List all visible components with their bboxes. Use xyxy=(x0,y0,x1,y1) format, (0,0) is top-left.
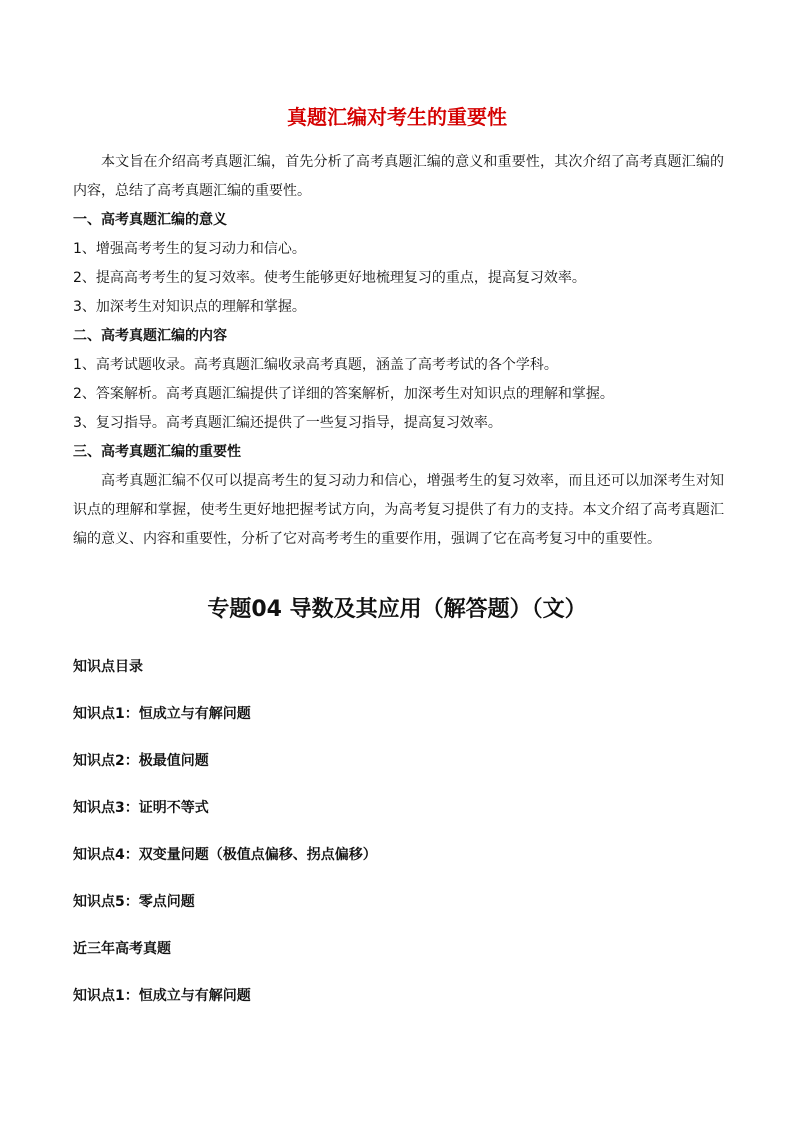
intro-title: 真题汇编对考生的重要性 xyxy=(287,105,507,129)
toc-item: 知识点5：零点问题 xyxy=(73,894,195,910)
toc-item: 知识点2：极最值问题 xyxy=(73,753,209,769)
section1-item: 3、加深考生对知识点的理解和掌握。 xyxy=(73,299,306,315)
section2-item: 1、高考试题收录。高考真题汇编收录高考真题，涵盖了高考考试的各个学科。 xyxy=(73,357,558,373)
intro-summary: 本文旨在介绍高考真题汇编，首先分析了高考真题汇编的意义和重要性，其次介绍了高考真题汇编的内容，总结了高考真题汇编的重要性。 xyxy=(73,154,724,199)
section3-paragraph: 高考真题汇编不仅可以提高考生的复习动力和信心，增强考生的复习效率，而且还可以加深考生对知识点的理解和掌握，使考生更好地把握考试方向，为高考复习提供了有力的支持。本文介绍了高考真题汇编的意义、内容和重要性，分析了它对高考考生的重要作用，强调了它在高考复习中的重要性。 xyxy=(73,473,724,547)
toc-item: 知识点目录 xyxy=(73,659,143,675)
intro-body xyxy=(73,148,724,554)
section2-item: 3、复习指导。高考真题汇编还提供了一些复习指导，提高复习效率。 xyxy=(73,415,502,431)
toc-item: 近三年高考真题 xyxy=(73,941,171,957)
toc-item: 知识点1：恒成立与有解问题 xyxy=(73,988,251,1004)
section1-item: 2、提高高考考生的复习效率。使考生能够更好地梳理复习的重点，提高复习效率。 xyxy=(73,270,586,286)
section2-heading: 二、高考真题汇编的内容 xyxy=(73,328,227,344)
main-title: 专题04 导数及其应用（解答题）（文） xyxy=(207,597,587,622)
section3-heading: 三、高考真题汇编的重要性 xyxy=(73,444,241,460)
toc-item: 知识点1：恒成立与有解问题 xyxy=(73,706,251,722)
section1-heading: 一、高考真题汇编的意义 xyxy=(73,212,227,228)
section2-item: 2、答案解析。高考真题汇编提供了详细的答案解析，加深考生对知识点的理解和掌握。 xyxy=(73,386,614,402)
section1-item: 1、增强高考考生的复习动力和信心。 xyxy=(73,241,306,257)
toc-item: 知识点3：证明不等式 xyxy=(73,800,209,816)
toc-item: 知识点4：双变量问题（极值点偏移、拐点偏移） xyxy=(73,847,377,863)
table-of-contents xyxy=(73,656,724,1032)
